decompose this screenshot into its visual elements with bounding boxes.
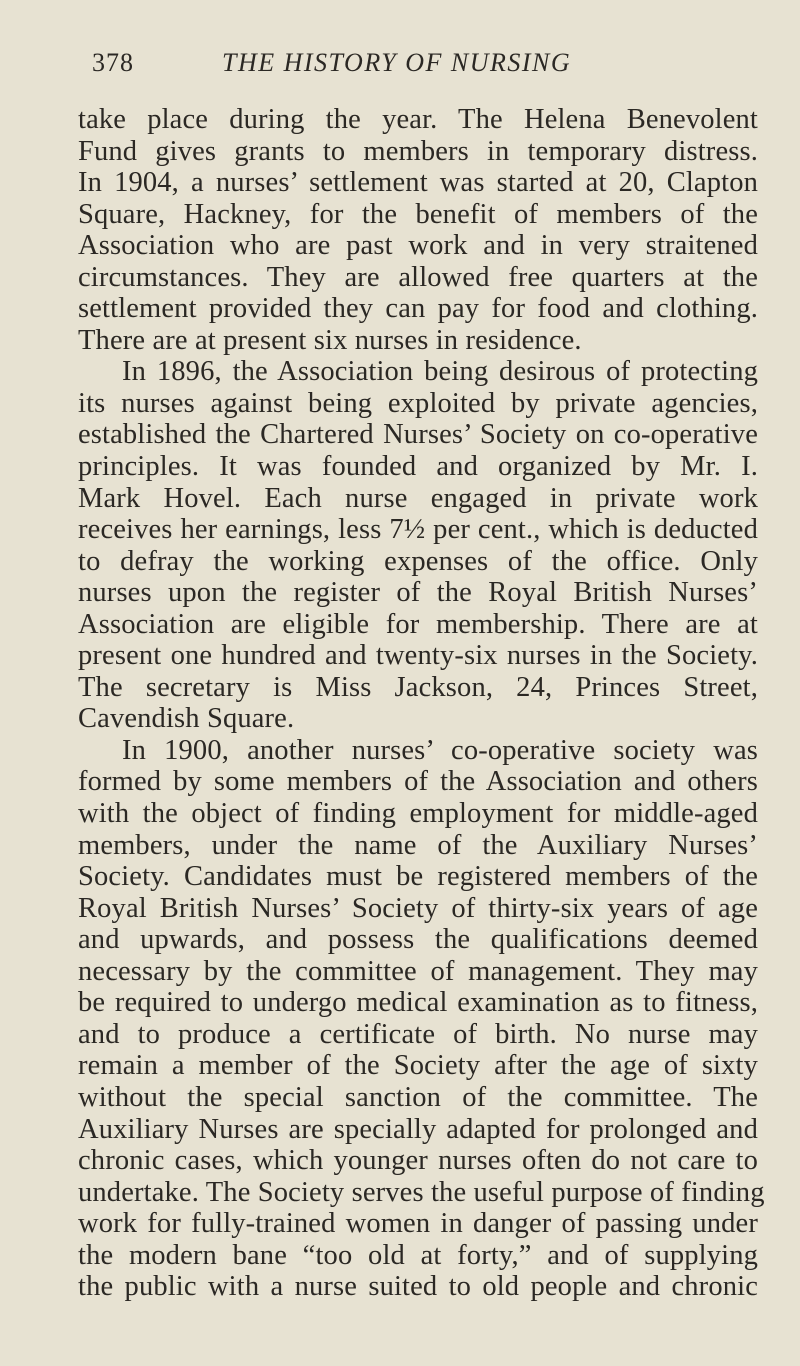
text-line: members, under the name of the Auxiliary Nurses’ — [78, 829, 758, 861]
running-head — [92, 48, 742, 88]
text-line: There are at present six nurses in residence. — [78, 324, 582, 356]
text-line: necessary by the committee of management. They may — [78, 955, 758, 987]
text-line: the public with a nurse suited to old people and chronic — [78, 1271, 758, 1303]
text-line: Royal British Nurses’ Society of thirty-six years of age — [78, 892, 758, 924]
text-line: without the special sanction of the committee. The — [78, 1081, 758, 1113]
text-line: Square, Hackney, for the benefit of members of the — [78, 198, 758, 230]
text-line: take place during the year. The Helena Benevolent — [78, 104, 758, 135]
text-line: In 1904, a nurses’ settlement was started at 20, Clapton — [78, 167, 758, 199]
text-line: Auxiliary Nurses are specially adapted for prolonged and — [78, 1113, 758, 1145]
text-line: Mark Hovel. Each nurse engaged in private work — [78, 482, 758, 514]
text-line: receives her earnings, less 7½ per cent., which is deducted — [78, 514, 758, 546]
text-line: remain a member of the Society after the age of sixty — [78, 1050, 758, 1082]
text-line: Cavendish Square. — [78, 703, 295, 735]
text-line: The secretary is Miss Jackson, 24, Princes Street, — [78, 671, 758, 703]
text-line: undertake. The Society serves the useful purpose of finding — [78, 1176, 765, 1208]
text-line: Association are eligible for membership. There are at — [78, 608, 758, 640]
text-line: established the Chartered Nurses’ Society on co-operative — [78, 419, 758, 451]
text-line: Society. Candidates must be registered members of the — [78, 861, 758, 893]
text-line: chronic cases, which younger nurses often do not care to — [78, 1145, 758, 1177]
page-number: 378 — [92, 48, 134, 77]
text-line: settlement provided they can pay for food and clothing. — [78, 293, 758, 325]
text-line: and to produce a certificate of birth. No nurse may — [78, 1018, 758, 1050]
text-line: and upwards, and possess the qualifications deemed — [78, 924, 758, 956]
paragraph-start-line: In 1900, another nurses’ co-operative society was — [122, 734, 758, 766]
text-line: formed by some members of the Association and others — [78, 766, 758, 798]
text-line: the modern bane “too old at forty,” and of supplying — [78, 1239, 758, 1271]
paragraph-start-line: In 1896, the Association being desirous of protecting — [122, 356, 758, 388]
body-text — [78, 104, 765, 1303]
text-line: work for fully-trained women in danger of passing under — [78, 1208, 758, 1240]
text-line: nurses upon the register of the Royal British Nurses’ — [78, 577, 758, 609]
text-line: Association who are past work and in very straitened — [78, 230, 758, 262]
text-line: Fund gives grants to members in temporary distress. — [78, 135, 758, 167]
text-line: to defray the working expenses of the office. Only — [78, 545, 758, 577]
text-line: be required to undergo medical examination as to fitness, — [78, 987, 758, 1019]
running-title: THE HISTORY OF NURSING — [222, 48, 572, 77]
text-line: circumstances. They are allowed free quarters at the — [78, 261, 758, 293]
text-line: present one hundred and twenty-six nurses in the Society. — [78, 640, 758, 672]
text-line: its nurses against being exploited by private agencies, — [78, 387, 758, 419]
text-line: principles. It was founded and organized by Mr. I. — [78, 451, 758, 483]
text-line: with the object of finding employment for middle-aged — [78, 798, 758, 830]
